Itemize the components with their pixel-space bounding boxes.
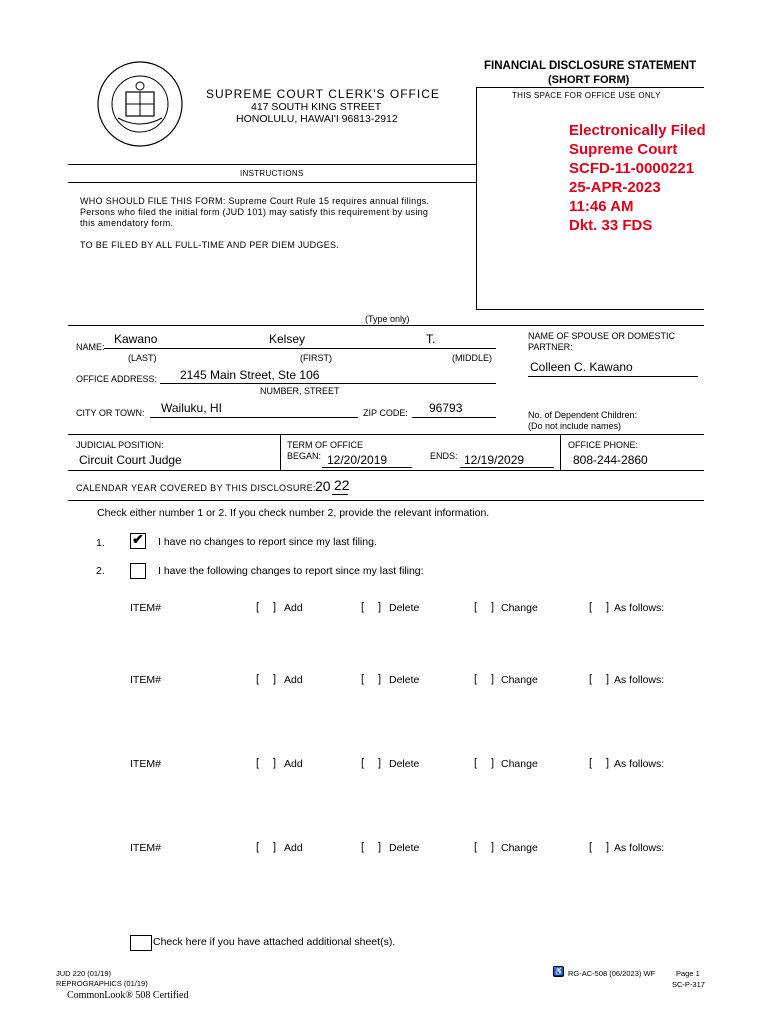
as-follows-option-bracket-close[interactable]: ]	[606, 841, 610, 853]
last-label: (LAST)	[128, 353, 157, 363]
change-option-bracket-close[interactable]: ]	[491, 673, 495, 685]
footer-page: Page 1	[676, 969, 700, 978]
footer-rg-code: RG-AC-508 (06/2023) WF	[568, 969, 656, 978]
additional-sheets-checkbox[interactable]	[130, 935, 152, 951]
change-option-bracket-close[interactable]: ]	[491, 841, 495, 853]
stamp-line-1: Electronically Filed	[569, 122, 706, 139]
footer-sc-code: SC-P-317	[672, 980, 705, 989]
option-2-number: 2.	[96, 565, 105, 577]
item-label: ITEM#	[130, 842, 161, 854]
first-label: (FIRST)	[300, 353, 332, 363]
delete-option-bracket-close[interactable]: ]	[378, 601, 382, 613]
filing-stamp	[569, 121, 706, 235]
ends-underline	[460, 467, 554, 468]
delete-option-bracket-open[interactable]: [	[361, 757, 365, 769]
add-option-bracket-open[interactable]: [	[256, 841, 260, 853]
calendar-year-label: CALENDAR YEAR COVERED BY THIS DISCLOSURE:	[76, 483, 316, 493]
delete-option-bracket-close[interactable]: ]	[378, 757, 382, 769]
add-option-bracket-open[interactable]: [	[256, 673, 260, 685]
instructions-para-1: WHO SHOULD FILE THIS FORM: Supreme Court Rule 15 requires annual filings. Persons who filed the initial form (JUD 101) may satisfy this requirement by using this amendatory form.	[80, 196, 430, 228]
office-address-label: OFFICE ADDRESS:	[76, 374, 158, 384]
accessibility-icon: ♿	[553, 967, 564, 976]
zip-value[interactable]: 96793	[429, 401, 463, 415]
position-divider-1	[280, 434, 281, 470]
section-rule	[68, 500, 704, 501]
office-use-box-left	[476, 87, 477, 309]
form-top-rule	[68, 325, 704, 326]
number-street-label: NUMBER, STREET	[260, 386, 340, 396]
dependents-label: No. of Dependent Children:	[528, 410, 638, 420]
calendar-year-value[interactable]: 22	[334, 477, 350, 493]
city-value[interactable]: Wailuku, HI	[161, 401, 222, 415]
add-option: Add	[284, 758, 303, 770]
item-label: ITEM#	[130, 674, 161, 686]
middle-label: (MIDDLE)	[452, 353, 492, 363]
as-follows-option-bracket-open[interactable]: [	[589, 757, 593, 769]
zip-label: ZIP CODE:	[363, 408, 408, 418]
dependents-note: (Do not include names)	[528, 421, 622, 431]
as-follows-option: As follows:	[614, 602, 665, 614]
checkmark-icon: ✔	[132, 531, 144, 547]
office-phone-label: OFFICE PHONE:	[568, 440, 639, 450]
began-underline	[322, 467, 412, 468]
item-label: ITEM#	[130, 758, 161, 770]
position-bottom-rule	[68, 470, 704, 471]
change-option-bracket-close[interactable]: ]	[491, 757, 495, 769]
title-rule	[476, 87, 704, 88]
spouse-underline	[528, 376, 698, 377]
delete-option-bracket-open[interactable]: [	[361, 601, 365, 613]
office-name: SUPREME COURT CLERK'S OFFICE	[206, 87, 440, 101]
type-only-label: (Type only)	[365, 314, 410, 324]
change-option-bracket-open[interactable]: [	[474, 757, 478, 769]
add-option-bracket-close[interactable]: ]	[273, 841, 277, 853]
add-option: Add	[284, 674, 303, 686]
as-follows-option-bracket-close[interactable]: ]	[606, 757, 610, 769]
change-option: Change	[501, 842, 538, 854]
change-option-bracket-close[interactable]: ]	[491, 601, 495, 613]
spouse-label: NAME OF SPOUSE OR DOMESTIC PARTNER:	[528, 331, 676, 352]
item-label: ITEM#	[130, 602, 161, 614]
as-follows-option-bracket-open[interactable]: [	[589, 841, 593, 853]
term-of-office-label: TERM OF OFFICE	[287, 440, 363, 450]
change-option: Change	[501, 758, 538, 770]
office-address-1: 417 SOUTH KING STREET	[251, 101, 382, 113]
option-1-text: I have no changes to report since my last filing.	[158, 536, 377, 548]
city-underline	[150, 417, 358, 418]
form-subtitle: (SHORT FORM)	[548, 74, 630, 86]
add-option: Add	[284, 842, 303, 854]
instructions-heading-rule	[68, 182, 476, 183]
as-follows-option-bracket-open[interactable]: [	[589, 601, 593, 613]
delete-option: Delete	[389, 674, 420, 686]
street-underline	[160, 383, 496, 384]
position-value[interactable]: Circuit Court Judge	[79, 453, 182, 467]
stamp-line-3: SCFD-11-0000221	[569, 160, 695, 177]
judicial-position-label: JUDICIAL POSITION:	[76, 440, 164, 450]
add-option-bracket-close[interactable]: ]	[273, 601, 277, 613]
stamp-line-4: 25-APR-2023	[569, 179, 661, 196]
zip-underline	[412, 417, 496, 418]
change-option-bracket-open[interactable]: [	[474, 673, 478, 685]
name-label: NAME:	[76, 342, 105, 352]
middle-name-value[interactable]: T.	[426, 332, 436, 346]
ends-value[interactable]: 12/19/2029	[464, 453, 525, 467]
court-seal	[96, 60, 184, 148]
check-instruction: Check either number 1 or 2. If you check number 2, provide the relevant information.	[97, 507, 490, 519]
change-option-bracket-open[interactable]: [	[474, 841, 478, 853]
stamp-line-5: 11:46 AM	[569, 198, 634, 215]
delete-option-bracket-close[interactable]: ]	[378, 673, 382, 685]
form-title: FINANCIAL DISCLOSURE STATEMENT	[484, 60, 697, 72]
footer-certified: CommonLook® 508 Certified	[67, 990, 189, 1001]
as-follows-option: As follows:	[614, 842, 665, 854]
delete-option: Delete	[389, 602, 420, 614]
stamp-line-6: Dkt. 33 FDS	[569, 217, 653, 234]
as-follows-option: As follows:	[614, 758, 665, 770]
add-option-bracket-close[interactable]: ]	[273, 673, 277, 685]
office-use-label: THIS SPACE FOR OFFICE USE ONLY	[512, 91, 661, 100]
instructions-top-rule	[68, 164, 476, 165]
option-2-checkbox[interactable]	[130, 563, 146, 579]
footer-form-id: JUD 220 (01/19)	[56, 969, 112, 978]
began-label: BEGAN:	[287, 451, 322, 461]
option-1-checkbox[interactable]	[130, 533, 146, 549]
add-option-bracket-close[interactable]: ]	[273, 757, 277, 769]
delete-option-bracket-close[interactable]: ]	[378, 841, 382, 853]
name-underline	[104, 348, 496, 349]
delete-option: Delete	[389, 842, 420, 854]
change-option: Change	[501, 674, 538, 686]
as-follows-option-bracket-close[interactable]: ]	[606, 601, 610, 613]
add-option-bracket-open[interactable]: [	[256, 601, 260, 613]
first-name-value[interactable]: Kelsey	[269, 332, 306, 346]
change-option: Change	[501, 602, 538, 614]
delete-option: Delete	[389, 758, 420, 770]
calendar-year-underline	[332, 494, 348, 495]
calendar-year-prefix: 20	[315, 478, 331, 494]
office-address-2: HONOLULU, HAWAI'I 96813-2912	[236, 113, 398, 125]
spouse-value[interactable]: Colleen C. Kawano	[530, 360, 633, 374]
as-follows-option-bracket-close[interactable]: ]	[606, 673, 610, 685]
street-value[interactable]: 2145 Main Street, Ste 106	[180, 368, 320, 382]
add-option-bracket-open[interactable]: [	[256, 757, 260, 769]
as-follows-option: As follows:	[614, 674, 665, 686]
as-follows-option-bracket-open[interactable]: [	[589, 673, 593, 685]
stamp-line-2: Supreme Court	[569, 141, 678, 158]
delete-option-bracket-open[interactable]: [	[361, 841, 365, 853]
phone-value[interactable]: 808-244-2860	[573, 453, 648, 467]
city-label: CITY OR TOWN:	[76, 408, 145, 418]
additional-sheets-text: Check here if you have attached additional sheet(s).	[153, 936, 396, 948]
office-use-box-bottom	[476, 309, 704, 310]
began-value[interactable]: 12/20/2019	[327, 453, 388, 467]
last-name-value[interactable]: Kawano	[114, 332, 158, 346]
add-option: Add	[284, 602, 303, 614]
instructions-para-2: TO BE FILED BY ALL FULL-TIME AND PER DIEM JUDGES.	[80, 240, 340, 250]
position-divider-2	[560, 434, 561, 470]
footer-repro: REPROGRAPHICS (01/19)	[56, 979, 148, 988]
ends-label: ENDS:	[430, 451, 458, 461]
instructions-heading: INSTRUCTIONS	[240, 169, 304, 178]
change-option-bracket-open[interactable]: [	[474, 601, 478, 613]
delete-option-bracket-open[interactable]: [	[361, 673, 365, 685]
option-1-number: 1.	[96, 537, 105, 549]
position-top-rule	[68, 434, 704, 435]
option-2-text: I have the following changes to report since my last filing:	[158, 565, 424, 577]
